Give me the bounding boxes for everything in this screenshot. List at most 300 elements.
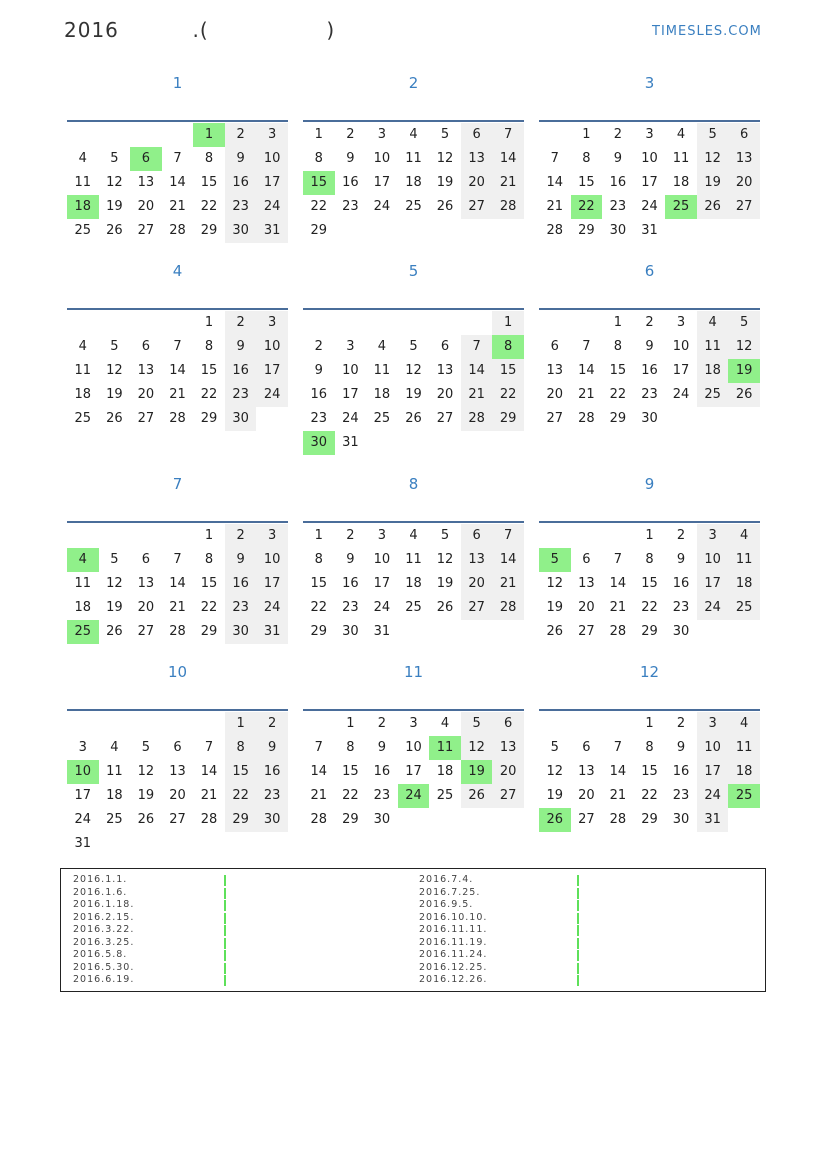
empty-cell — [130, 311, 162, 335]
day-cell: 26 — [697, 195, 729, 219]
legend-marker — [577, 950, 579, 961]
day-cell: 20 — [137, 199, 155, 214]
day-cell: 28 — [461, 407, 493, 431]
empty-cell — [162, 123, 194, 147]
day-cell: 30 — [256, 808, 288, 832]
day-cell: 31 — [641, 223, 658, 238]
day-cell: 14 — [492, 147, 524, 171]
day-cell: 25 — [665, 195, 697, 219]
day-cell: 24 — [342, 411, 359, 426]
day-cell: 16 — [641, 363, 658, 378]
month-grid — [303, 123, 524, 243]
day-cell: 15 — [342, 764, 359, 779]
day-cell: 11 — [697, 335, 729, 359]
day-cell: 21 — [200, 788, 218, 803]
day-cell: 4 — [440, 716, 450, 731]
day-cell: 21 — [492, 572, 524, 596]
day-cell: 16 — [342, 576, 359, 591]
day-cell: 25 — [436, 788, 454, 803]
day-cell: 14 — [546, 175, 564, 190]
empty-cell — [539, 123, 571, 147]
month-title: 11 — [403, 663, 424, 681]
day-cell: 12 — [106, 363, 123, 378]
day-cell: 10 — [373, 151, 391, 166]
day-cell: 18 — [74, 387, 92, 402]
empty-cell — [99, 123, 131, 147]
day-cell: 6 — [550, 339, 559, 354]
day-cell: 17 — [342, 387, 359, 402]
day-cell: 12 — [436, 151, 454, 166]
day-cell: 25 — [405, 600, 422, 615]
month-grid — [303, 311, 524, 455]
legend-date: 2016.5.8. — [73, 949, 128, 960]
day-cell: 14 — [310, 764, 328, 779]
day-cell: 16 — [310, 387, 328, 402]
month-8 — [303, 475, 524, 639]
empty-cell — [67, 712, 99, 736]
day-cell: 21 — [169, 199, 186, 214]
empty-cell — [602, 712, 634, 736]
day-cell: 7 — [173, 151, 182, 166]
month-5 — [303, 262, 524, 450]
day-cell: 22 — [571, 195, 603, 219]
day-cell: 4 — [377, 339, 387, 354]
day-cell: 9 — [225, 335, 257, 359]
legend-marker — [224, 913, 226, 924]
day-cell: 13 — [137, 363, 155, 378]
legend-marker — [577, 975, 579, 986]
day-cell: 24 — [697, 784, 729, 808]
day-cell: 23 — [310, 411, 328, 426]
legend-date: 2016.3.22. — [73, 924, 135, 935]
month-divider — [303, 120, 524, 122]
empty-cell — [539, 311, 571, 335]
empty-cell — [303, 712, 335, 736]
day-cell: 24 — [672, 387, 690, 402]
day-cell: 28 — [578, 411, 595, 426]
day-cell: 26 — [436, 600, 454, 615]
day-cell: 11 — [405, 552, 422, 567]
day-cell: 19 — [106, 387, 123, 402]
day-cell: 30 — [672, 812, 690, 827]
empty-cell — [366, 311, 398, 335]
legend-marker — [224, 963, 226, 974]
day-cell: 1 — [314, 528, 323, 543]
day-cell: 2 — [346, 127, 355, 142]
day-cell: 8 — [204, 339, 214, 354]
brand-link[interactable]: TIMESLES.COM — [652, 24, 762, 39]
day-cell: 5 — [110, 339, 119, 354]
day-cell: 22 — [200, 600, 218, 615]
day-cell: 17 — [641, 175, 658, 190]
day-cell: 23 — [672, 788, 690, 803]
day-cell: 11 — [429, 736, 461, 760]
day-cell: 23 — [641, 387, 658, 402]
legend-marker — [577, 925, 579, 936]
day-cell: 6 — [582, 740, 591, 755]
day-cell: 27 — [137, 411, 155, 426]
day-cell: 8 — [225, 736, 257, 760]
day-cell: 28 — [169, 411, 186, 426]
day-cell: 8 — [204, 552, 214, 567]
day-cell: 25 — [728, 784, 760, 808]
day-cell: 28 — [492, 596, 524, 620]
day-cell: 6 — [492, 712, 524, 736]
day-cell: 18 — [67, 195, 99, 219]
day-cell: 29 — [200, 624, 218, 639]
day-cell: 11 — [74, 363, 92, 378]
day-cell: 12 — [697, 147, 729, 171]
day-cell: 18 — [728, 760, 760, 784]
day-cell: 30 — [672, 624, 690, 639]
month-divider — [303, 521, 524, 523]
day-cell: 22 — [310, 600, 328, 615]
day-cell: 25 — [74, 411, 92, 426]
empty-cell — [429, 311, 461, 335]
day-cell: 26 — [106, 223, 123, 238]
day-cell: 17 — [405, 764, 422, 779]
day-cell: 2 — [613, 127, 623, 142]
day-cell: 23 — [342, 600, 359, 615]
day-cell: 15 — [225, 760, 257, 784]
day-cell: 20 — [728, 171, 760, 195]
day-cell: 25 — [74, 223, 92, 238]
empty-cell — [67, 311, 99, 335]
day-cell: 17 — [256, 359, 288, 383]
empty-cell — [303, 311, 335, 335]
legend-date: 2016.7.4. — [419, 874, 474, 885]
day-cell: 15 — [303, 171, 335, 195]
day-cell: 15 — [492, 359, 524, 383]
day-cell: 20 — [492, 760, 524, 784]
day-cell: 30 — [609, 223, 627, 238]
day-cell: 26 — [106, 411, 123, 426]
day-cell: 11 — [728, 548, 760, 572]
day-cell: 26 — [461, 784, 493, 808]
legend-date: 2016.2.15. — [73, 911, 135, 923]
day-cell: 15 — [200, 363, 218, 378]
day-cell: 5 — [539, 548, 571, 572]
legend-date: 2016.11.11. — [419, 924, 488, 935]
day-cell: 20 — [461, 171, 493, 195]
month-divider — [67, 709, 288, 711]
day-cell: 24 — [256, 195, 288, 219]
day-cell: 28 — [609, 812, 627, 827]
day-cell: 21 — [461, 383, 493, 407]
empty-cell — [67, 524, 99, 548]
month-title: 5 — [408, 262, 419, 280]
month-divider — [539, 521, 760, 523]
legend-date: 2016.1.18. — [73, 899, 135, 910]
day-cell: 11 — [405, 151, 422, 166]
day-cell: 22 — [609, 387, 627, 402]
day-cell: 15 — [641, 576, 658, 591]
day-cell: 8 — [314, 151, 323, 166]
day-cell: 13 — [436, 363, 454, 378]
day-cell: 7 — [204, 740, 214, 755]
day-cell: 15 — [200, 175, 218, 190]
day-cell: 17 — [74, 788, 92, 803]
day-cell: 5 — [550, 740, 559, 755]
day-cell: 24 — [697, 596, 729, 620]
legend-date: 2016.3.25. — [73, 936, 135, 948]
legend-date: 2016.9.5. — [419, 899, 474, 910]
day-cell: 24 — [74, 812, 92, 827]
day-cell: 9 — [225, 548, 257, 572]
day-cell: 16 — [672, 764, 690, 779]
empty-cell — [99, 524, 131, 548]
day-cell: 7 — [550, 151, 559, 166]
day-cell: 10 — [256, 335, 288, 359]
empty-cell — [193, 712, 225, 736]
day-cell: 20 — [137, 387, 155, 402]
month-divider — [539, 120, 760, 122]
day-cell: 22 — [342, 788, 359, 803]
month-grid — [67, 311, 288, 431]
month-divider — [67, 521, 288, 523]
month-3 — [539, 74, 760, 238]
day-cell: 31 — [342, 435, 359, 450]
day-cell: 4 — [409, 127, 418, 142]
day-cell: 16 — [256, 760, 288, 784]
day-cell: 29 — [310, 223, 328, 238]
month-7 — [67, 475, 288, 639]
month-grid — [539, 712, 760, 832]
day-cell: 26 — [405, 411, 422, 426]
day-cell: 25 — [373, 411, 391, 426]
legend-date: 2016.11.19. — [419, 936, 488, 948]
day-cell: 4 — [78, 339, 87, 354]
day-cell: 7 — [582, 339, 591, 354]
day-cell: 18 — [373, 387, 391, 402]
day-cell: 6 — [130, 147, 162, 171]
holiday-legend — [60, 868, 766, 992]
empty-cell — [162, 712, 194, 736]
day-cell: 19 — [436, 175, 454, 190]
day-cell: 2 — [346, 528, 355, 543]
empty-cell — [571, 524, 603, 548]
day-cell: 6 — [173, 740, 182, 755]
day-cell: 5 — [110, 552, 119, 567]
day-cell: 7 — [613, 740, 623, 755]
day-cell: 8 — [314, 552, 323, 567]
day-cell: 5 — [409, 339, 418, 354]
day-cell: 12 — [461, 736, 493, 760]
legend-date: 2016.1.1. — [73, 874, 128, 885]
day-cell: 8 — [204, 151, 214, 166]
day-cell: 6 — [440, 339, 450, 354]
day-cell: 27 — [578, 812, 595, 827]
page-title: 2016 .( ) — [64, 18, 336, 42]
empty-cell — [539, 524, 571, 548]
day-cell: 16 — [225, 171, 257, 195]
legend-marker — [224, 925, 226, 936]
day-cell: 7 — [461, 335, 493, 359]
day-cell: 14 — [461, 359, 493, 383]
day-cell: 1 — [613, 315, 623, 330]
day-cell: 3 — [256, 123, 288, 147]
day-cell: 30 — [303, 431, 335, 455]
month-title: 7 — [172, 475, 183, 493]
empty-cell — [99, 712, 131, 736]
day-cell: 28 — [200, 812, 218, 827]
day-cell: 15 — [641, 764, 658, 779]
day-cell: 21 — [609, 600, 627, 615]
day-cell: 23 — [609, 199, 627, 214]
day-cell: 17 — [697, 760, 729, 784]
day-cell: 2 — [256, 712, 288, 736]
day-cell: 27 — [578, 624, 595, 639]
day-cell: 3 — [697, 712, 729, 736]
month-grid — [539, 123, 760, 243]
day-cell: 19 — [405, 387, 422, 402]
day-cell: 2 — [225, 123, 257, 147]
day-cell: 5 — [728, 311, 760, 335]
day-cell: 29 — [578, 223, 595, 238]
day-cell: 12 — [405, 363, 422, 378]
day-cell: 12 — [546, 576, 564, 591]
day-cell: 2 — [676, 716, 686, 731]
day-cell: 20 — [578, 600, 595, 615]
legend-date: 2016.7.25. — [419, 886, 481, 898]
day-cell: 24 — [256, 383, 288, 407]
day-cell: 1 — [645, 528, 654, 543]
month-9 — [539, 475, 760, 639]
day-cell: 27 — [461, 195, 493, 219]
day-cell: 9 — [346, 552, 355, 567]
day-cell: 9 — [256, 736, 288, 760]
day-cell: 21 — [546, 199, 564, 214]
day-cell: 24 — [373, 600, 391, 615]
month-grid — [67, 712, 288, 856]
month-divider — [67, 308, 288, 310]
day-cell: 14 — [578, 363, 595, 378]
month-title: 8 — [408, 475, 419, 493]
legend-marker — [577, 963, 579, 974]
month-title: 9 — [644, 475, 655, 493]
legend-date: 2016.12.25. — [419, 961, 488, 973]
month-divider — [67, 120, 288, 122]
day-cell: 25 — [697, 383, 729, 407]
month-divider — [303, 308, 524, 310]
day-cell: 9 — [676, 552, 686, 567]
day-cell: 9 — [645, 339, 654, 354]
day-cell: 2 — [225, 524, 257, 548]
day-cell: 5 — [461, 712, 493, 736]
day-cell: 19 — [546, 600, 564, 615]
day-cell: 15 — [578, 175, 595, 190]
day-cell: 9 — [314, 363, 323, 378]
legend-date: 2016.5.30. — [73, 961, 135, 973]
legend-marker — [577, 938, 579, 949]
day-cell: 17 — [697, 572, 729, 596]
day-cell: 14 — [169, 363, 186, 378]
day-cell: 14 — [169, 576, 186, 591]
day-cell: 15 — [609, 363, 627, 378]
day-cell: 23 — [225, 195, 257, 219]
month-10 — [67, 663, 288, 851]
day-cell: 8 — [492, 335, 524, 359]
day-cell: 19 — [106, 199, 123, 214]
day-cell: 13 — [578, 576, 595, 591]
day-cell: 8 — [645, 740, 654, 755]
day-cell: 28 — [310, 812, 328, 827]
day-cell: 27 — [137, 223, 155, 238]
day-cell: 19 — [728, 359, 760, 383]
empty-cell — [602, 524, 634, 548]
day-cell: 28 — [169, 223, 186, 238]
day-cell: 1 — [225, 712, 257, 736]
day-cell: 10 — [373, 552, 391, 567]
month-title: 12 — [639, 663, 660, 681]
day-cell: 11 — [74, 576, 92, 591]
day-cell: 14 — [609, 576, 627, 591]
legend-marker — [577, 913, 579, 924]
legend-marker — [577, 900, 579, 911]
month-title: 3 — [644, 74, 655, 92]
day-cell: 24 — [641, 199, 658, 214]
day-cell: 31 — [256, 620, 288, 644]
day-cell: 1 — [204, 315, 214, 330]
day-cell: 4 — [697, 311, 729, 335]
day-cell: 24 — [373, 199, 391, 214]
day-cell: 13 — [728, 147, 760, 171]
day-cell: 28 — [492, 195, 524, 219]
day-cell: 3 — [697, 524, 729, 548]
day-cell: 3 — [377, 127, 387, 142]
day-cell: 30 — [342, 624, 359, 639]
day-cell: 9 — [225, 147, 257, 171]
day-cell: 24 — [398, 784, 430, 808]
day-cell: 4 — [728, 712, 760, 736]
day-cell: 25 — [405, 199, 422, 214]
day-cell: 13 — [137, 175, 155, 190]
day-cell: 7 — [492, 123, 524, 147]
day-cell: 10 — [641, 151, 658, 166]
day-cell: 23 — [256, 784, 288, 808]
legend-date: 2016.10.10. — [419, 911, 488, 923]
day-cell: 13 — [461, 147, 493, 171]
day-cell: 20 — [137, 600, 155, 615]
day-cell: 22 — [225, 784, 257, 808]
day-cell: 22 — [641, 788, 658, 803]
day-cell: 4 — [78, 151, 87, 166]
day-cell: 11 — [106, 764, 123, 779]
day-cell: 11 — [74, 175, 92, 190]
day-cell: 18 — [405, 175, 422, 190]
day-cell: 30 — [225, 407, 257, 431]
empty-cell — [571, 311, 603, 335]
empty-cell — [162, 311, 194, 335]
day-cell: 13 — [137, 576, 155, 591]
month-1 — [67, 74, 288, 238]
day-cell: 11 — [672, 151, 690, 166]
day-cell: 3 — [346, 339, 355, 354]
month-4 — [67, 262, 288, 426]
month-12 — [539, 663, 760, 827]
day-cell: 27 — [728, 195, 760, 219]
day-cell: 29 — [200, 411, 218, 426]
day-cell: 26 — [436, 199, 454, 214]
day-cell: 6 — [461, 524, 493, 548]
day-cell: 5 — [697, 123, 729, 147]
month-2 — [303, 74, 524, 238]
day-cell: 26 — [539, 808, 571, 832]
day-cell: 10 — [697, 548, 729, 572]
day-cell: 3 — [645, 127, 654, 142]
day-cell: 2 — [676, 528, 686, 543]
day-cell: 19 — [436, 576, 454, 591]
